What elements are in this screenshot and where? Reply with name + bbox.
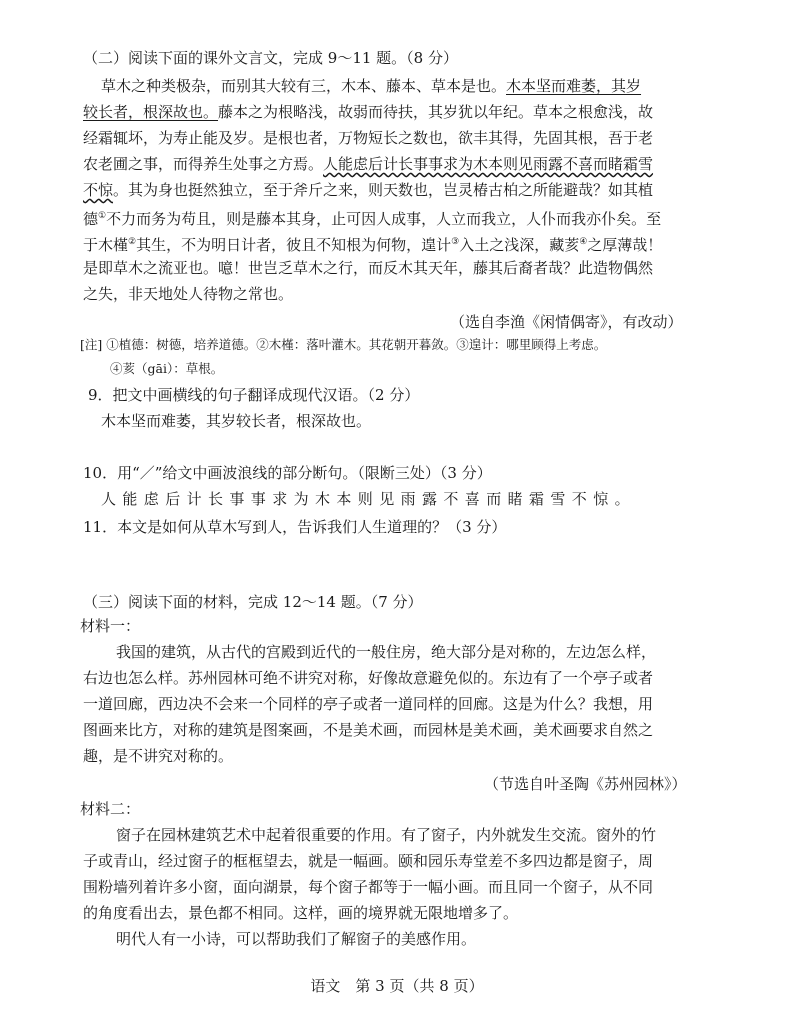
material-2-line: 明代人有一小诗，可以帮助我们了解窗子的美感作用。	[116, 930, 477, 948]
material-1-line: 右边也怎么样。苏州园林可绝不讲究对称，好像故意避免似的。东边有了一个亭子或者	[83, 669, 654, 687]
underlined-sentence: 较长者，根深故也。	[83, 103, 219, 121]
material-1-title: 材料一：	[80, 617, 141, 635]
passage-text: 草木之种类极杂，而别其大较有三，木本、藤本、草本是也。	[101, 77, 507, 95]
page-footer: 语文 第 3 页（共 8 页）	[310, 977, 484, 995]
passage-text: 德	[83, 210, 99, 228]
section2-heading: （二）阅读下面的课外文言文，完成 9～11 题。（8 分）	[83, 49, 458, 67]
material-2-line: 窗子在园林建筑艺术中起着很重要的作用。有了窗子，内外就发生交流。窗外的竹	[116, 826, 657, 844]
passage-text: 藤本之为根略浅，故弱而待扶，其岁犹以年纪。草本之根愈浅，故	[218, 103, 654, 121]
passage-line-8: 是即草木之流亚也。噫！世岂乏草木之行，而反木其天年，藤其后裔者哉？此造物偶然	[83, 259, 654, 277]
passage-text: 入土之浅深，藏荄	[459, 236, 580, 254]
passage-line-6	[83, 206, 661, 229]
passage-text: 于木槿	[83, 236, 129, 254]
wavy-sentence: 不惊	[83, 181, 114, 199]
material-2-title: 材料二：	[80, 800, 141, 818]
passage-text: 之厚薄哉！	[587, 236, 663, 254]
passage-line-5	[83, 180, 653, 200]
material-2-line: 围粉墙列着许多小窗，面向湖景，每个窗子都等于一幅小画。而且同一个窗子，从不同	[83, 878, 654, 896]
material-2-line: 的角度看出去，景色都不相同。这样，画的境界就无限地增多了。	[83, 904, 519, 922]
material-1-line: 一道回廊，西边决不会来一个同样的亭子或者一道同样的回廊。这是为什么？我想，用	[83, 695, 654, 713]
underlined-sentence: 木本坚而难萎，其岁	[506, 77, 642, 95]
footnote-marker: ③	[451, 237, 460, 247]
material-2-line: 子或青山，经过窗子的框框望去，就是一幅画。颐和园乐寿堂差不多四边都是窗子，周	[83, 852, 654, 870]
question-9-sentence: 木本坚而难萎，其岁较长者，根深故也。	[101, 412, 372, 430]
passage-line-1	[101, 76, 641, 96]
footnote-line-2: ④荄（gāi）：草根。	[110, 361, 224, 376]
passage-source: （选自李渔《闲情偶寄》，有改动）	[450, 313, 683, 331]
passage-text: 。其为身也挺然独立，至于斧斤之来，则天数也，岂灵椿古柏之所能避哉？如其植	[113, 181, 654, 199]
material-1-line: 图画来比方，对称的建筑是图案画，不是美术画，而园林是美术画，美术画要求自然之	[83, 721, 654, 739]
question-10: 10．用“／”给文中画波浪线的部分断句。（限断三处）（3 分）	[83, 464, 492, 482]
wavy-sentence: 人能虑后计长事事求为木本则见雨露不喜而睹霜雪	[323, 155, 654, 173]
footnote-marker: ①	[98, 211, 107, 221]
question-9: 9．把文中画横线的句子翻译成现代汉语。（2 分）	[88, 386, 420, 404]
passage-line-4	[83, 154, 653, 174]
question-10-sentence: 人能虑后计长事事求为木本则见雨露不喜而睹霜雪不惊。	[101, 490, 637, 508]
question-11: 11．本文是如何从草木写到人，告诉我们人生道理的？（3 分）	[83, 518, 507, 536]
passage-text: 不力而务为苟且，则是藤本其身，止可因人成事，人立而我立，人仆而我亦仆矣。至	[106, 210, 662, 228]
passage-line-9: 之失，非天地处人待物之常也。	[83, 285, 294, 303]
passage-line-3: 经霜辄坏，为寿止能及岁。是根也者，万物短长之数也，欲丰其得，先固其根，吾于老	[83, 129, 654, 147]
footnote-marker: ④	[579, 237, 588, 247]
passage-line-7	[83, 232, 662, 255]
footnote-line-1: [注] ①植德：树德，培养道德。②木槿：落叶灌木。其花朝开暮敛。③遑计：哪里顾得上考虑。	[80, 337, 607, 352]
material-1-line: 趣，是不讲究对称的。	[83, 747, 234, 765]
passage-line-2	[83, 102, 653, 122]
footnote-marker: ②	[128, 237, 137, 247]
section3-heading: （三）阅读下面的材料，完成 12～14 题。（7 分）	[83, 593, 423, 611]
passage-text: 农老圃之事，而得养生处事之方焉。	[83, 155, 324, 173]
material-1-line: 我国的建筑，从古代的宫殿到近代的一般住房，绝大部分是对称的，左边怎么样，	[116, 643, 657, 661]
passage-text: 其生，不为明日计者，彼且不知根为何物，遑计	[136, 236, 452, 254]
material-1-source: （节选自叶圣陶《苏州园林》）	[484, 775, 687, 793]
